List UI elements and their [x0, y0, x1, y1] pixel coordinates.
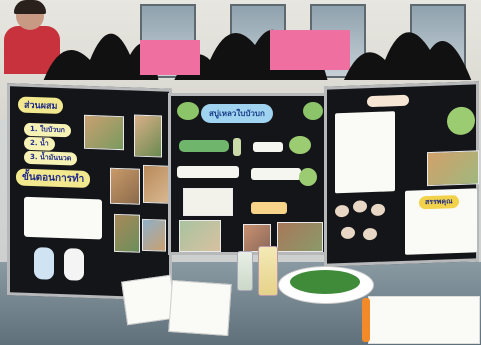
- product-title: สบู่เหลวใบบัวบก: [201, 104, 273, 123]
- pump-soap-bottle: [258, 246, 278, 296]
- bottle-illustration: [233, 138, 241, 156]
- orange-folder: [362, 298, 370, 342]
- leaf-decoration: [447, 106, 475, 135]
- step-photo: [110, 168, 140, 205]
- step-photo: [143, 165, 169, 204]
- ingredient-photo: [84, 115, 124, 150]
- leaf-decoration: [289, 136, 311, 154]
- info-label: [251, 168, 301, 180]
- middle-display-board: [168, 93, 328, 255]
- leaflet: [168, 280, 231, 336]
- poster-sheet: [335, 111, 395, 193]
- activity-photo: [277, 222, 323, 252]
- info-label: [177, 166, 239, 178]
- left-display-board: [7, 83, 172, 301]
- leaf-photo: [183, 188, 233, 216]
- bubble-decoration: [335, 205, 349, 217]
- steps-title: ขั้นตอนการทำ: [16, 168, 90, 188]
- ingredient-item: 3. น้ำมันนวด: [24, 151, 77, 166]
- right-display-board: [324, 81, 479, 266]
- instruction-paper: [24, 197, 102, 240]
- ingredient-item: 2. น้ำ: [24, 137, 55, 151]
- leaf-decoration: [177, 102, 199, 120]
- bubble-decoration: [353, 200, 367, 212]
- ingredient-photo: [134, 115, 162, 158]
- bubble-decoration: [341, 227, 355, 239]
- board-header-label: [367, 95, 409, 107]
- bubble-decoration: [363, 228, 377, 240]
- info-label: [251, 202, 287, 214]
- benefits-badge: สรรพคุณ: [419, 195, 459, 209]
- leaf-decoration: [303, 102, 323, 120]
- cartoon-figure: [64, 248, 84, 281]
- step-photo: [114, 214, 140, 253]
- cartoon-figure: [34, 247, 54, 280]
- info-label: [253, 142, 283, 152]
- centella-leaves: [290, 270, 360, 294]
- leaf-decoration: [299, 168, 317, 186]
- ingredients-title: ส่วนผสม: [18, 97, 63, 115]
- info-sheet: [368, 296, 480, 344]
- step-photo: [142, 219, 166, 252]
- activity-photo: [179, 220, 221, 252]
- info-label: [179, 140, 229, 152]
- bubble-decoration: [371, 204, 385, 216]
- activity-photo: [427, 150, 479, 186]
- small-bottle: [237, 251, 253, 291]
- ingredient-item: 1. ใบบัวบก: [24, 123, 71, 138]
- ornamental-cutout-decoration: [20, 0, 480, 80]
